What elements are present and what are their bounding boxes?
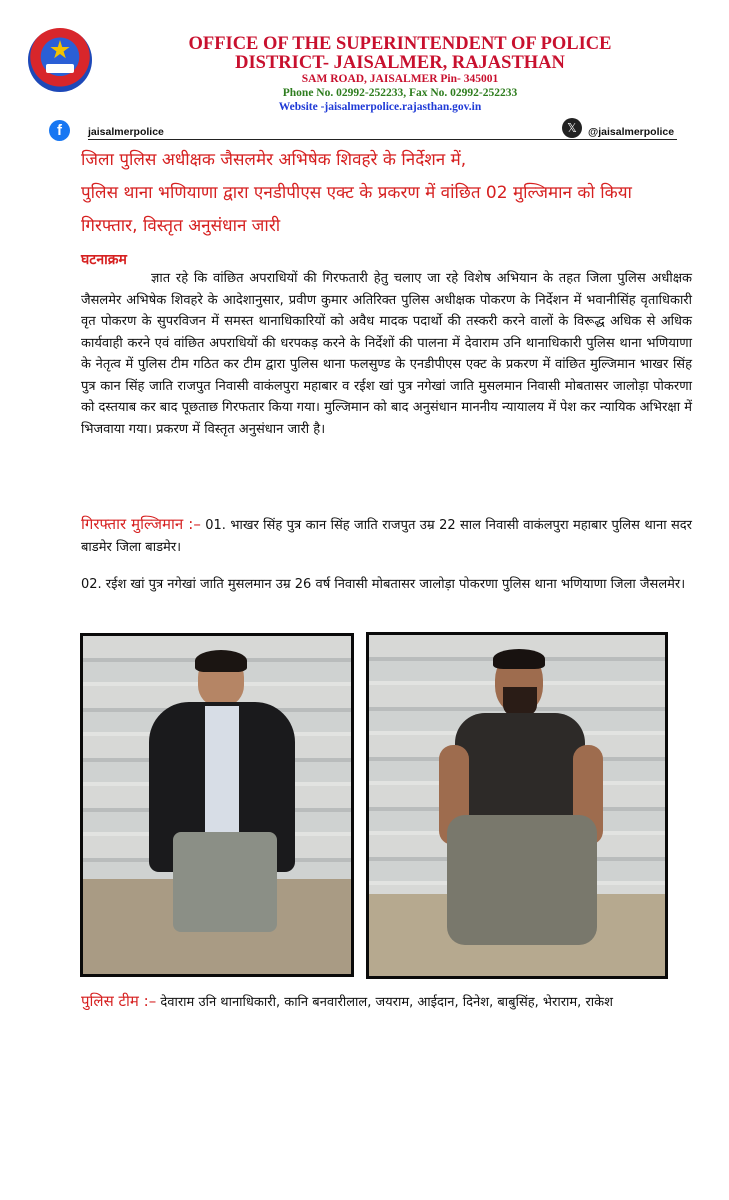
incident-heading: घटनाक्रम xyxy=(81,252,127,268)
facebook-icon[interactable]: f xyxy=(49,120,70,141)
accused-photo-2 xyxy=(366,632,668,979)
accused-1-text: 01. भाखर सिंह पुत्र कान सिंह जाति राजपुत उम्र 22 साल निवासी वाकंलपुरा महाबार पुलिस थाना सदर बाडमेर जिला बाडमेर। xyxy=(81,518,692,555)
police-team xyxy=(81,990,692,1014)
headline-line-3: गिरफ्तार, विस्तृत अनुसंधान जारी xyxy=(81,216,281,236)
phone-fax: Phone No. 02992-252233, Fax No. 02992-252233 xyxy=(282,87,518,99)
address: SAM ROAD, JAISALMER Pin- 345001 xyxy=(301,73,499,85)
facebook-handle[interactable]: jaisalmerpolice xyxy=(88,126,164,138)
headline-line-2: पुलिस थाना भणियाणा द्वारा एनडीपीएस एक्ट के प्रकरण में वांछित 02 मुल्जिमान को किया xyxy=(81,183,632,203)
district-title: DISTRICT- JAISALMER, RAJASTHAN xyxy=(235,53,565,73)
website[interactable]: Website -jaisalmerpolice.rajasthan.gov.in xyxy=(278,101,482,113)
police-team-members: देवाराम उनि थानाधिकारी, कानि बनवारीलाल, जयराम, आईदान, दिनेश, बाबुसिंह, भेराराम, राकेश xyxy=(156,995,613,1010)
office-title: OFFICE OF THE SUPERINTENDENT OF POLICE xyxy=(188,34,612,54)
police-emblem-logo xyxy=(28,28,92,92)
arrested-accused-2: 02. रईश खां पुत्र नगेखां जाति मुसलमान उम्र 26 वर्ष निवासी मोबतासर जालोड़ा पोकरणा पुलिस थाना भणियाणा जिला जैसलमेर। xyxy=(81,577,686,592)
accused-photo-1 xyxy=(80,633,354,977)
police-team-label: पुलिस टीम :– xyxy=(81,992,157,1010)
x-icon[interactable]: 𝕏 xyxy=(562,118,582,138)
incident-body: ज्ञात रहे कि वांछित अपराधियों की गिरफतारी हेतु चलाए जा रहे विशेष अभियान के तहत जिला पुलिस अधीक्षक जैसलमेर अभिषेक शिवहरे के आदेशानुसार, प्रवीण कुमार अतिरिक्त पुलिस अधीक्षक पोकरण के निर्देशन में भवानीसिंह वृताधिकारी वृत पोकरण के सुपरविजन में समस्त थानाधिकारियों को अवैध मादक पदार्थो की तस्करी करने वालों के विरूद्ध अधिक से अधिक कार्यवाही करने एवं वांछित अपराधियों की धरपकड़ करने के निर्देशों की पालना में देवाराम उनि थानाधिकारी पुलिस थाना भणियाणा के नेतृत्व में पुलिस टीम गठित कर टीम द्वारा पुलिस थाना फलसुण्ड के एनडीपीएस एक्ट के प्रकरण में वांछित मुल्जिमान भाखर सिंह पुत्र कान सिंह जाति राजपुत निवासी वाकंलपुरा महाबार व रईश खां पुत्र नगेखां जाति मुसलमान निवासी मोबतासर जालोड़ा पोकरणा को दस्तयाब कर बाद पूछताछ गिरफतार किया गया। मुल्जिमान को बाद अनुसंधान माननीय न्यायालय में पेश कर न्यायिक अभिरक्षा में भिजवाया गया। प्रकरण में विस्तृत अनुसंधान जारी है। xyxy=(81,271,692,437)
arrested-accused-1 xyxy=(81,514,692,558)
arrested-label: गिरफ्तार मुल्जिमान :– xyxy=(81,515,201,533)
header-divider xyxy=(88,139,677,140)
x-handle[interactable]: @jaisalmerpolice xyxy=(588,126,675,138)
headline-line-1: जिला पुलिस अधीक्षक जैसलमेर अभिषेक शिवहरे के निर्देशन में, xyxy=(81,150,467,170)
